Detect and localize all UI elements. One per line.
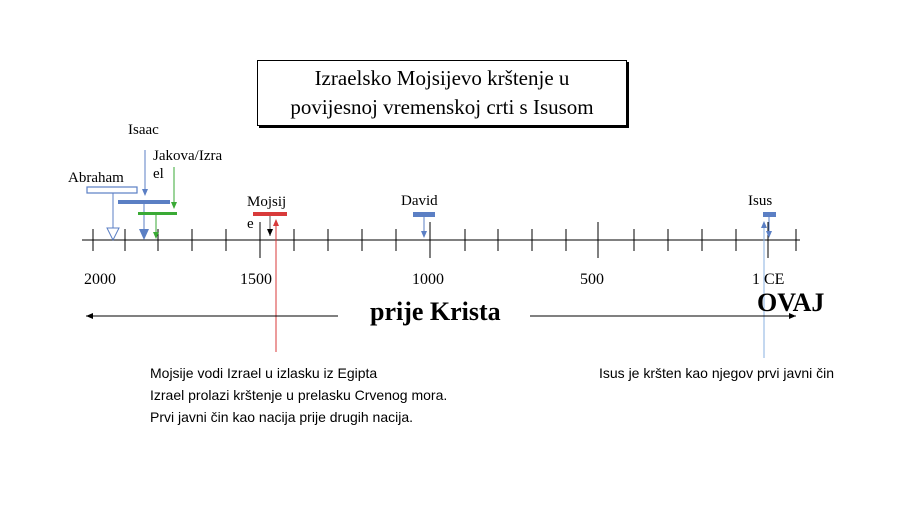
axis-label-1500: 1500: [240, 271, 272, 288]
isaac-arrow-icon: [139, 229, 149, 240]
axis-label-500: 500: [580, 271, 604, 288]
label-jakov-line-2: el: [153, 166, 164, 182]
title-line-2: povijesnoj vremenskoj crti s Isusom: [290, 95, 594, 119]
isaac-bar: [118, 200, 170, 204]
isus-bar: [763, 212, 776, 217]
abraham-bar: [87, 187, 137, 193]
label-mojsije-line-2: e: [247, 216, 254, 232]
label-david: David: [401, 193, 438, 209]
title-line-1: Izraelsko Mojsijevo krštenje u: [314, 66, 570, 90]
axis-label-1ce: 1 CE: [752, 271, 785, 288]
label-jakov-line-1: Jakova/Izra: [153, 148, 223, 164]
jesus-note: Isus je kršten kao njegov prvi javni čin: [599, 365, 834, 381]
moses-note-line-3: Prvi javni čin kao nacija prije drugih nacija.: [150, 409, 414, 425]
moses-note-line-1: Mojsije vodi Izrael u izlasku iz Egipta: [150, 365, 378, 381]
david-bar: [413, 212, 435, 217]
era-label-bc: prije Krista: [370, 297, 501, 326]
axis-label-1000: 1000: [412, 271, 444, 288]
mojsije-bar: [253, 212, 287, 216]
now-label: OVAJ: [757, 288, 825, 317]
label-abraham: Abraham: [68, 170, 124, 186]
abraham-arrow-icon: [107, 228, 119, 240]
moses-note: [150, 362, 447, 428]
axis-label-2000: 2000: [84, 271, 116, 288]
jakov-bar: [138, 212, 177, 215]
label-isus: Isus: [748, 193, 773, 209]
label-isaac: Isaac: [128, 122, 159, 138]
moses-note-line-2: Izrael prolazi krštenje u prelasku Crvenog mora.: [150, 387, 448, 403]
label-mojsije-line-1: Mojsij: [247, 194, 287, 210]
